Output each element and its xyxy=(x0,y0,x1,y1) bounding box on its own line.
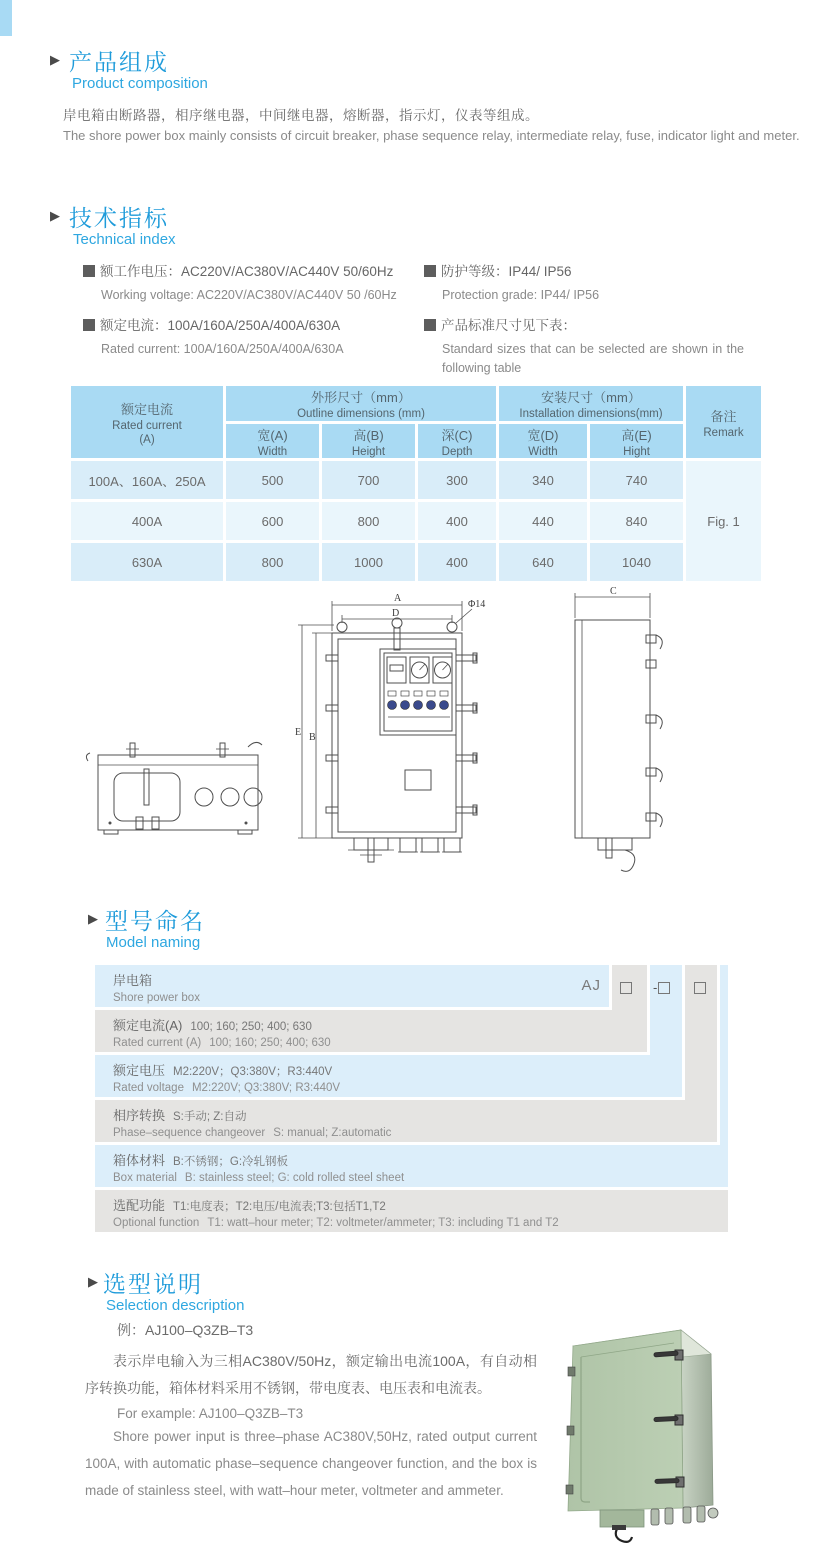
header-cn: 备注 xyxy=(710,408,737,424)
front-view-drawing xyxy=(295,593,485,862)
header-en: Width xyxy=(257,445,288,458)
header-en: Outline dimensions (mm) xyxy=(297,408,425,420)
cell-remark: Fig. 1 xyxy=(686,461,761,581)
product-composition-text-en: The shore power box mainly consists of circuit breaker, phase sequence relay, intermediate relay, fuse, indicator light and meter. xyxy=(63,128,800,143)
naming-row-box-material xyxy=(95,1145,728,1187)
sub-header-width-a xyxy=(226,424,319,458)
header-en: Remark xyxy=(703,426,744,439)
section-arrow-icon: ▶ xyxy=(50,52,60,67)
section-arrow-icon: ▶ xyxy=(50,208,60,223)
row-values-en: M2:220V; Q3:380V; R3:440V xyxy=(191,1082,341,1094)
square-bullet-icon xyxy=(83,319,95,331)
dim-label-hole: Φ14 xyxy=(468,599,486,610)
section-subtitle-product: Product composition xyxy=(72,75,208,92)
row-label-en: Box material xyxy=(113,1172,177,1184)
meter-panel xyxy=(380,649,456,735)
code-box-3 xyxy=(694,979,706,997)
dim-label-c: C xyxy=(610,586,617,597)
sub-header-depth-c xyxy=(418,424,496,458)
dim-label-e: E xyxy=(295,727,302,738)
cell-height: 1000 xyxy=(322,543,415,581)
cell-install-width: 340 xyxy=(499,461,587,499)
cell-depth: 400 xyxy=(418,543,496,581)
selection-desc-en: Shore power input is three–phase AC380V,50Hz, rated output current 100A, with automatic phase–sequence changeover function, and the box is made of stainless steel, with watt–hour meter, voltmeter and ammeter. xyxy=(85,1429,537,1498)
row-label-cn: 相序转换 xyxy=(113,1108,166,1123)
cell-current: 630A xyxy=(71,543,223,581)
section-subtitle-technical: Technical index xyxy=(73,231,176,248)
row-values-en: B: stainless steel; G: cold rolled steel sheet xyxy=(184,1172,405,1184)
cell-height: 800 xyxy=(322,502,415,540)
row-values-cn: S:手动; Z:自动 xyxy=(173,1111,247,1123)
naming-row-rated-current xyxy=(95,1010,647,1052)
section-arrow-icon: ▶ xyxy=(88,911,98,926)
spec-en-text: Working voltage: AC220V/AC380V/AC440V 50 /60Hz xyxy=(101,288,397,302)
spec-protection-grade xyxy=(424,260,764,305)
row-label-en: Shore power box xyxy=(113,992,200,1004)
header-en: Installation dimensions(mm) xyxy=(519,408,663,420)
cell-current: 100A、160A、250A xyxy=(71,461,223,499)
table-row xyxy=(71,461,761,499)
spec-column-left xyxy=(83,260,423,368)
row-label-cn: 额定电流(A) xyxy=(113,1018,183,1033)
dim-label-d: D xyxy=(392,608,400,619)
spec-cn-text: 额工作电压：AC220V/AC380V/AC440V 50/60Hz xyxy=(100,264,394,279)
cell-install-height: 740 xyxy=(590,461,683,499)
header-cn: 安装尺寸（mm） xyxy=(541,390,641,405)
header-cn: 宽(D) xyxy=(527,427,559,443)
dimension-table xyxy=(68,383,764,584)
side-latches xyxy=(646,635,662,827)
spec-en-text: Rated current: 100A/160A/250A/400A/630A xyxy=(101,342,344,356)
model-naming-diagram xyxy=(95,965,728,1232)
spec-cn-text: 产品标准尺寸见下表： xyxy=(441,318,576,333)
section-arrow-icon: ▶ xyxy=(88,1274,98,1289)
row-label-en: Rated current (A) xyxy=(113,1037,202,1049)
header-en: Width xyxy=(528,445,558,458)
spec-working-voltage xyxy=(83,260,423,305)
naming-row-phase-changeover xyxy=(95,1100,717,1142)
spec-en-text: Standard sizes that can be selected are shown in the following table xyxy=(442,342,744,375)
header-unit: (A) xyxy=(139,433,155,446)
section-subtitle-model-naming: Model naming xyxy=(106,934,201,951)
header-en: Height xyxy=(351,445,386,458)
bottom-fittings-front xyxy=(348,838,462,862)
section-title-product: 产品组成 xyxy=(69,49,169,75)
square-bullet-icon xyxy=(83,265,95,277)
header-en: Rated current xyxy=(112,419,182,432)
naming-row-optional-function xyxy=(95,1190,728,1232)
header-cn: 额定电流 xyxy=(120,401,173,417)
code-box-1 xyxy=(620,979,632,997)
header-en: Depth xyxy=(441,445,473,458)
row-label-en: Rated voltage xyxy=(113,1082,184,1094)
row-values-en: 100; 160; 250; 400; 630 xyxy=(209,1037,331,1049)
code-dash: - xyxy=(653,980,658,996)
square-bullet-icon xyxy=(424,319,436,331)
model-prefix: AJ xyxy=(581,977,601,994)
col-header-remark xyxy=(686,386,761,458)
code-box-2 xyxy=(653,979,670,997)
naming-row-rated-voltage xyxy=(95,1055,682,1097)
spec-cn-text: 防护等级：IP44/ IP56 xyxy=(441,264,572,279)
selection-example-cn: 例：AJ100–Q3ZB–T3 xyxy=(117,1322,254,1338)
bottom-glands xyxy=(600,1506,718,1542)
row-label-cn: 箱体材料 xyxy=(113,1153,166,1168)
technical-drawings xyxy=(70,585,760,885)
row-label-cn: 选配功能 xyxy=(113,1198,166,1213)
bottom-fittings-side xyxy=(598,838,635,871)
table-row xyxy=(71,543,761,581)
group-header-outline xyxy=(226,386,496,421)
header-cn: 高(E) xyxy=(621,427,652,443)
cell-install-width: 640 xyxy=(499,543,587,581)
square-bullet-icon xyxy=(424,265,436,277)
cell-current: 400A xyxy=(71,502,223,540)
product-photo xyxy=(548,1295,798,1565)
sub-header-width-d xyxy=(499,424,587,458)
cell-install-width: 440 xyxy=(499,502,587,540)
cell-install-height: 1040 xyxy=(590,543,683,581)
group-header-installation xyxy=(499,386,683,421)
cell-depth: 300 xyxy=(418,461,496,499)
selection-text-block xyxy=(85,1320,540,1504)
cell-width: 600 xyxy=(226,502,319,540)
row-label-en: Phase–sequence changeover xyxy=(113,1127,266,1139)
row-label-cn: 岸电箱 xyxy=(113,973,153,988)
clamp-bolts xyxy=(326,649,477,819)
header-cn: 外形尺寸（mm） xyxy=(311,390,411,405)
cell-width: 500 xyxy=(226,461,319,499)
bottom-view-drawing xyxy=(86,742,262,834)
table-row xyxy=(71,502,761,540)
cell-depth: 400 xyxy=(418,502,496,540)
row-values-en: S: manual; Z:automatic xyxy=(273,1127,392,1139)
corner-bar xyxy=(0,0,12,36)
sub-header-height-e xyxy=(590,424,683,458)
cell-height: 700 xyxy=(322,461,415,499)
row-values-en: T1: watt–hour meter; T2: voltmeter/ammeter; T3: including T1 and T2 xyxy=(207,1217,559,1229)
spec-column-right xyxy=(424,260,764,387)
dimension-table-wrap xyxy=(68,383,764,584)
row-values-cn: B:不锈钢；G:冷轧钢板 xyxy=(173,1156,289,1168)
section-title-technical: 技术指标 xyxy=(69,205,169,231)
row-values-cn: 100; 160; 250; 400; 630 xyxy=(190,1021,312,1033)
selection-desc-cn: 表示岸电输入为三相AC380V/50Hz，额定输出电流100A，有自动相序转换功能，箱体材料采用不锈钢，带电度表、电压表和电流表。 xyxy=(85,1353,537,1396)
naming-row-shore-power-box xyxy=(95,965,609,1007)
cell-install-height: 840 xyxy=(590,502,683,540)
sub-header-height-b xyxy=(322,424,415,458)
spec-en-text: Protection grade: IP44/ IP56 xyxy=(442,288,600,302)
row-values-cn: T1:电度表；T2:电压/电流表;T3:包括T1,T2 xyxy=(173,1201,386,1213)
side-view-drawing xyxy=(575,586,662,871)
product-composition-text-cn: 岸电箱由断路器，相序继电器，中间继电器，熔断器，指示灯，仪表等组成。 xyxy=(63,108,539,123)
spec-standard-sizes xyxy=(424,314,764,378)
dim-label-a: A xyxy=(394,593,402,604)
row-label-cn: 额定电压 xyxy=(113,1063,166,1078)
selection-example-en: For example: AJ100–Q3ZB–T3 xyxy=(117,1406,304,1421)
spec-rated-current xyxy=(83,314,423,359)
col-header-rated-current xyxy=(71,386,223,458)
header-cn: 宽(A) xyxy=(257,427,288,443)
row-label-en: Optional function xyxy=(113,1217,200,1229)
section-title-selection: 选型说明 xyxy=(103,1271,203,1297)
header-en: Hight xyxy=(623,445,650,458)
cell-width: 800 xyxy=(226,543,319,581)
section-title-model-naming: 型号命名 xyxy=(105,908,205,934)
spec-cn-text: 额定电流：100A/160A/250A/400A/630A xyxy=(100,318,341,333)
row-values-cn: M2:220V；Q3:380V；R3:440V xyxy=(173,1066,333,1078)
section-subtitle-selection: Selection description xyxy=(106,1297,245,1314)
dim-label-b: B xyxy=(309,732,316,743)
header-cn: 高(B) xyxy=(353,427,384,443)
header-cn: 深(C) xyxy=(441,427,473,443)
